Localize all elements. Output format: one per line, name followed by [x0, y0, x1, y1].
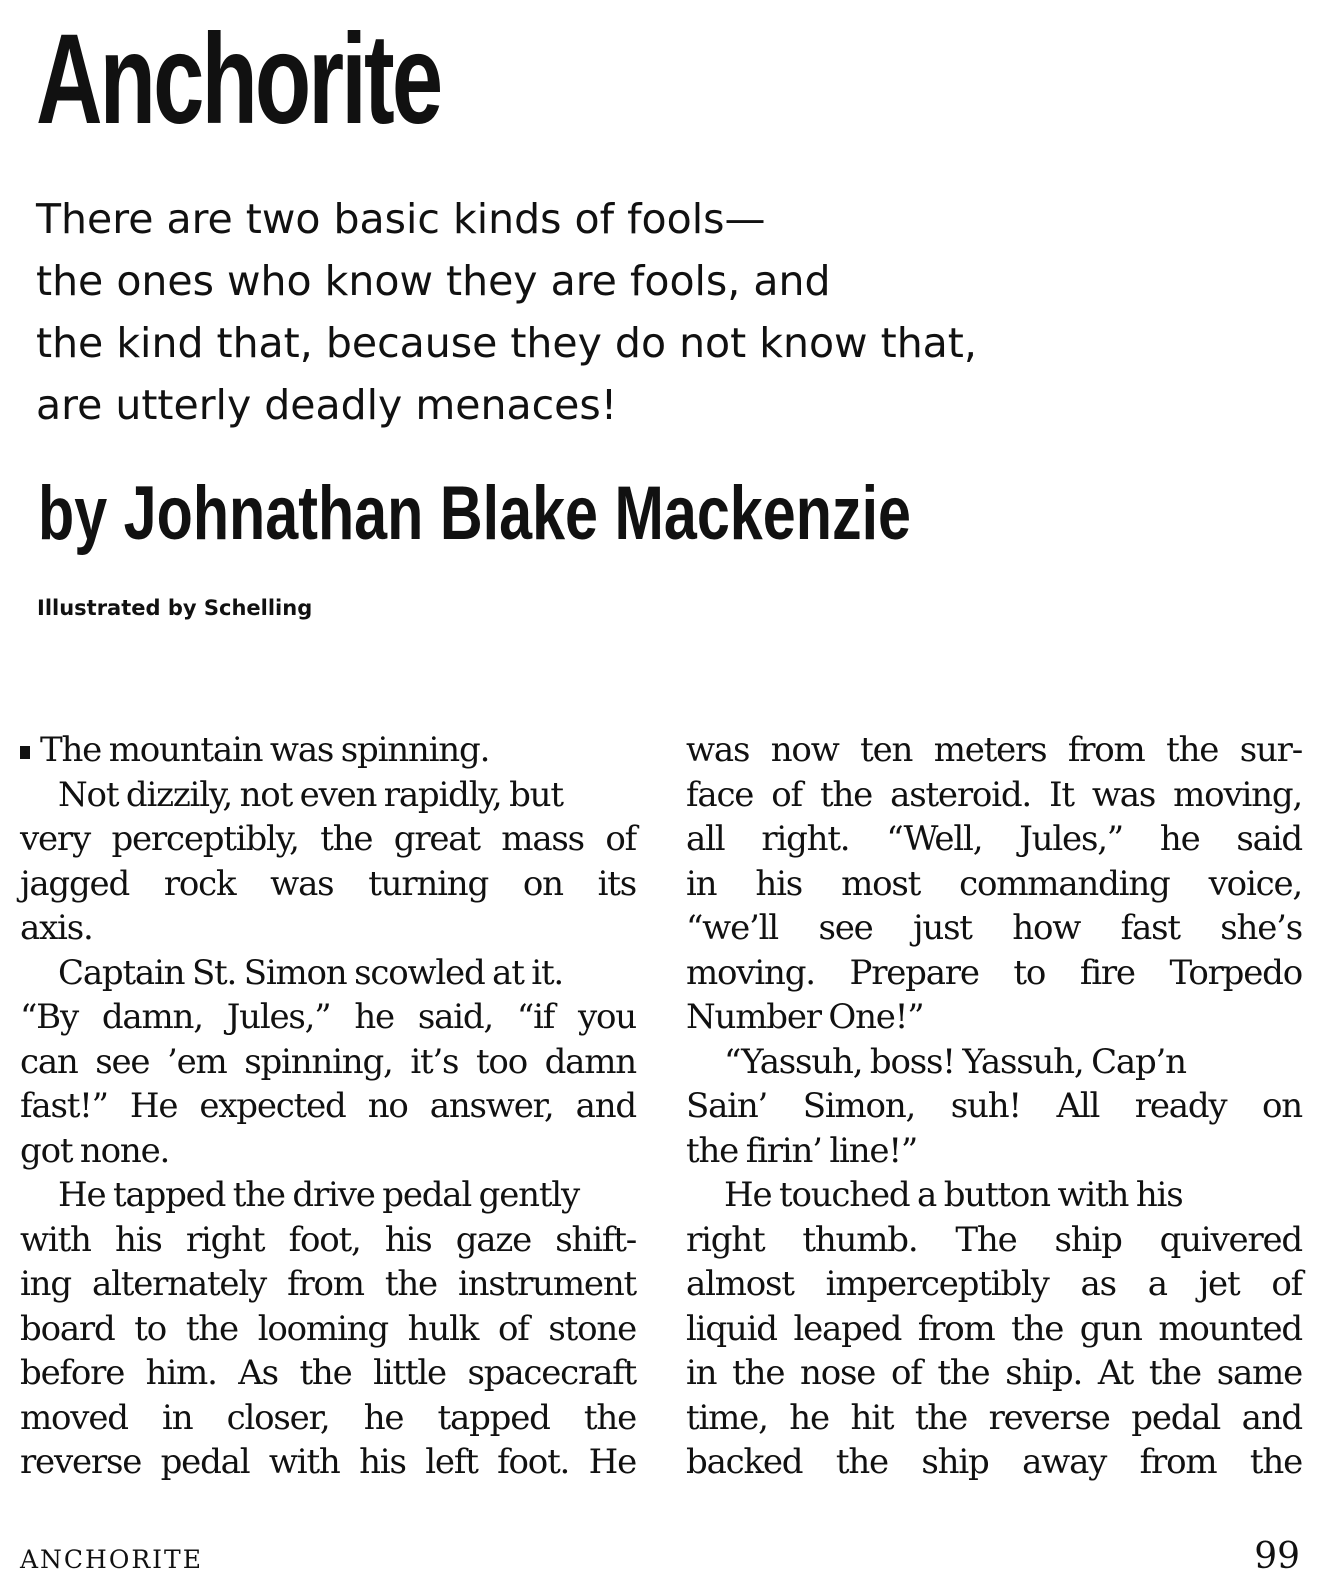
text-line: Not dizzily, not even rapidly, but [58, 774, 563, 815]
text-line: time, he hit the reverse pedal and [686, 1397, 1302, 1438]
text-line: fast!” He expected no answer, and [20, 1086, 636, 1126]
text-line: right thumb. The ship quivered [686, 1219, 1302, 1260]
text-line: liquid leaped from the gun mounted [686, 1308, 1302, 1349]
section-bullet-icon [20, 746, 30, 759]
text-line: the firin’ line!” [686, 1130, 917, 1171]
story-title: Anchorite [36, 8, 441, 151]
text-line: face of the asteroid. It was moving, [686, 774, 1302, 815]
story-deck [36, 188, 1136, 436]
text-line: axis. [20, 908, 93, 948]
text-line: moving. Prepare to fire Torpedo [686, 952, 1302, 993]
deck-line: the kind that, because they do not know that, [36, 319, 977, 367]
text-line: moved in closer, he tapped the [20, 1397, 636, 1438]
text-line: before him. As the little spacecraft [20, 1353, 636, 1393]
text-line: Captain St. Simon scowled at it. [58, 952, 564, 993]
text-line: in his most commanding voice, [686, 863, 1302, 904]
text-line: reverse pedal with his left foot. He [20, 1442, 636, 1482]
text-line: with his right foot, his gaze shift- [20, 1219, 636, 1260]
author-byline: by Johnathan Blake Mackenzie [38, 471, 912, 556]
deck-line: There are two basic kinds of fools— [36, 195, 766, 243]
text-line: got none. [20, 1130, 170, 1171]
text-line: Sain’ Simon, suh! All ready on [686, 1086, 1302, 1126]
right-text-column [686, 728, 1302, 1485]
text-line: was now ten meters from the sur- [686, 730, 1302, 770]
text-line [20, 728, 636, 773]
text-line: “By damn, Jules,” he said, “if you [20, 997, 636, 1037]
deck-line: are utterly deadly menaces! [36, 381, 618, 429]
text-line: Number One!” [686, 997, 924, 1037]
running-title: ANCHORITE [20, 1545, 203, 1574]
left-text-column [20, 728, 636, 1485]
text-line: He tapped the drive pedal gently [58, 1175, 579, 1215]
text-line: “we’ll see just how fast she’s [686, 908, 1302, 948]
deck-line: the ones who know they are fools, and [36, 257, 831, 305]
text-line: ing alternately from the instrument [20, 1264, 636, 1304]
page-number: 99 [1254, 1536, 1300, 1577]
text-line: very perceptibly, the great mass of [20, 819, 636, 859]
illustrator-credit: Illustrated by Schelling [37, 596, 313, 620]
text-line: all right. “Well, Jules,” he said [686, 819, 1302, 859]
text-line: “Yassuh, boss! Yassuh, Cap’n [724, 1041, 1186, 1082]
text-line: almost imperceptibly as a jet of [686, 1264, 1302, 1304]
text-line: can see ’em spinning, it’s too damn [20, 1041, 636, 1082]
text-line: backed the ship away from the [686, 1442, 1302, 1482]
text-line: He touched a button with his [724, 1175, 1183, 1215]
text-line: jagged rock was turning on its [20, 863, 636, 904]
text-line: in the nose of the ship. At the same [686, 1353, 1302, 1393]
opening-line-text: The mountain was spinning. [40, 730, 490, 770]
text-line: board to the looming hulk of stone [20, 1308, 636, 1349]
